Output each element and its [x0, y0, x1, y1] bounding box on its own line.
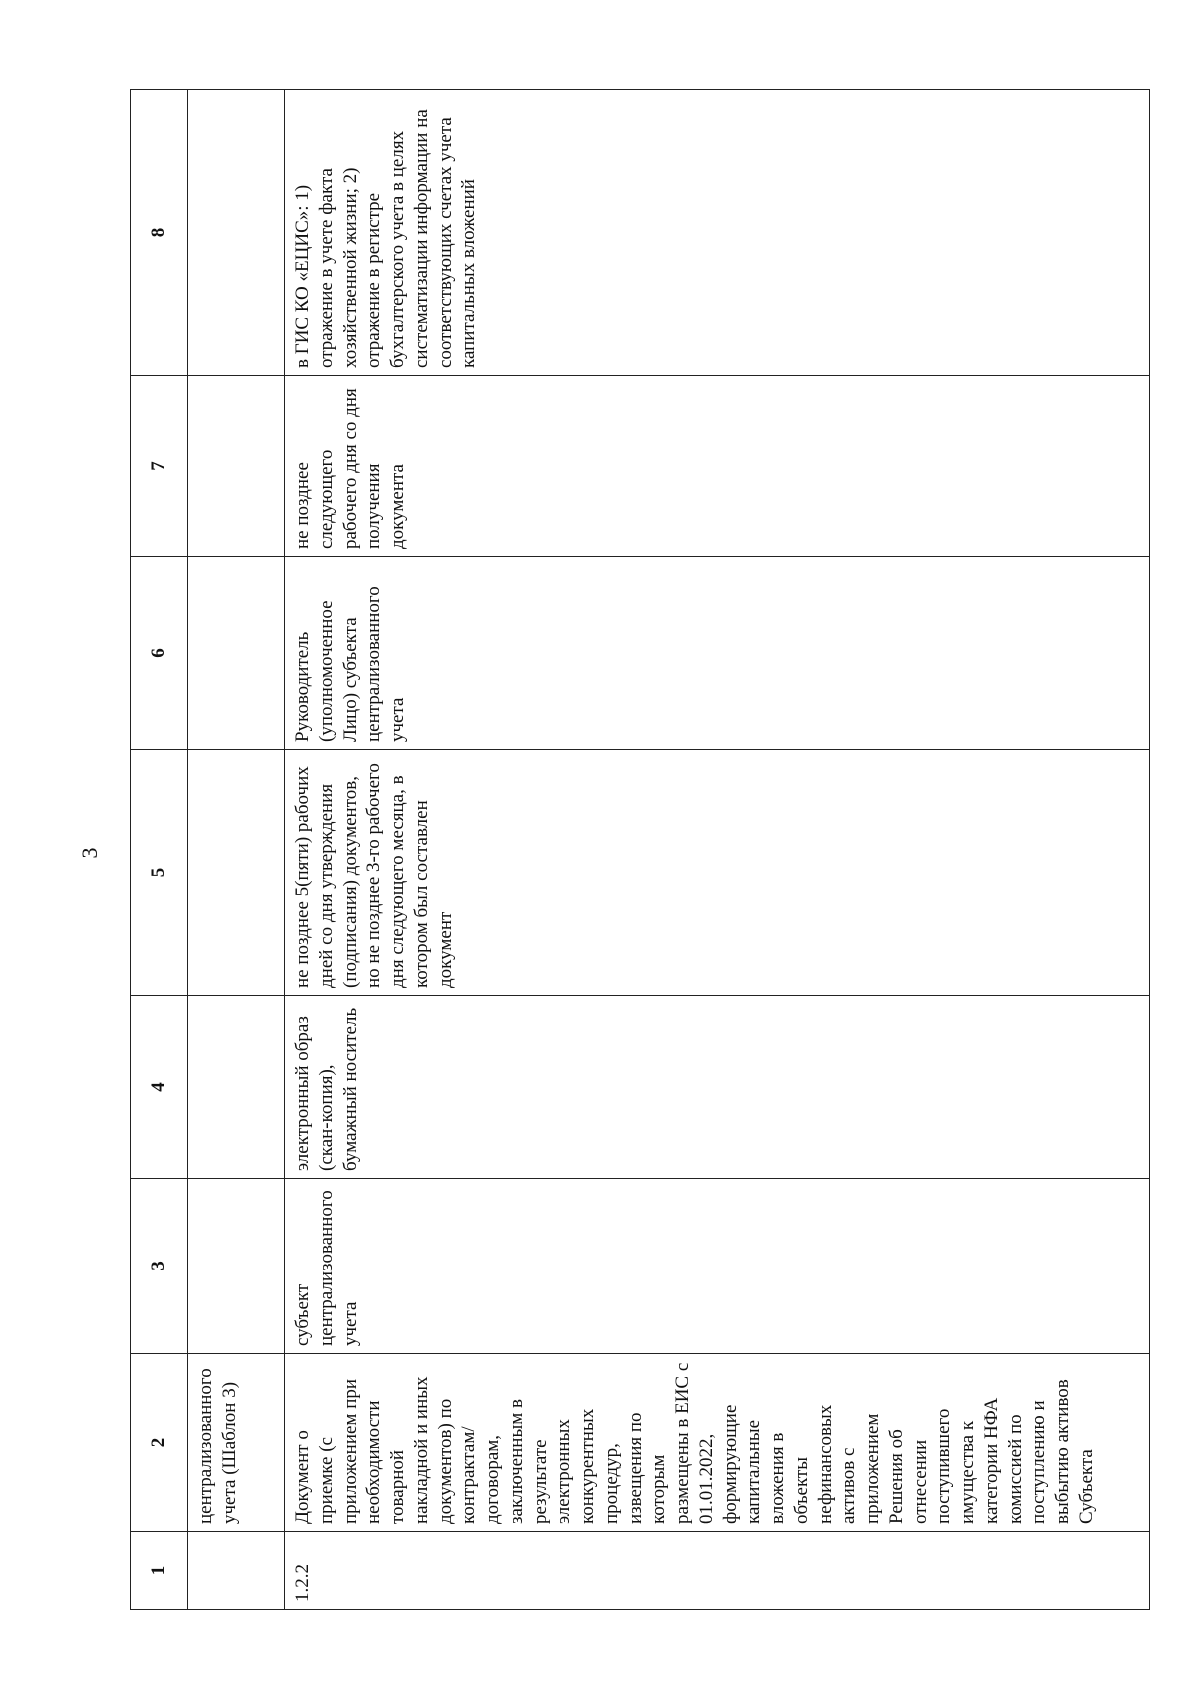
cont-cell-6 — [188, 557, 285, 750]
page-number: 3 — [77, 847, 102, 859]
document-table — [130, 89, 1150, 1610]
col-header-6: 6 — [131, 557, 188, 750]
cont-cell-1 — [188, 1532, 285, 1610]
col-header-4: 4 — [131, 996, 188, 1179]
cont-cell-5 — [188, 750, 285, 996]
column-number-row — [131, 90, 188, 1610]
cont-cell-2: централизованного учета (Шаблон 3) — [188, 1354, 285, 1532]
rotated-table-frame — [130, 90, 1150, 1610]
cont-cell-4 — [188, 996, 285, 1179]
table-row — [285, 90, 1150, 1610]
responsible-person: Руководитель (уполномоченное Лицо) субъекта централизованного учета — [285, 557, 1150, 750]
submission-deadline: не позднее 5(пяти) рабочих дней со дня утверждения (подписания) документов, но не позднее 3-го рабочего дня следующего месяца, в котором был составлен документ — [285, 750, 1150, 996]
col-header-7: 7 — [131, 376, 188, 557]
continuation-row — [188, 90, 285, 1610]
row-number: 1.2.2 — [285, 1532, 1150, 1610]
document-name: Документ о приемке (с приложением при необходимости товарной накладной и иных документов) по контрактам/ договорам, заключенным в результате электронных конкурентных процедур, извещения по которым размещены в ЕИС с 01.01.2022, формирующие капитальные вложения в объекты нефинансовых активов с приложением Решения об отнесении поступившего имущества к категории НФА комиссией по поступлению и выбытию активов Субъекта — [285, 1354, 1150, 1532]
col-header-5: 5 — [131, 750, 188, 996]
col-header-2: 2 — [131, 1354, 188, 1532]
cont-cell-3 — [188, 1179, 285, 1354]
col-header-8: 8 — [131, 90, 188, 376]
document-form: электронный образ (скан-копия), бумажный носитель — [285, 996, 1150, 1179]
cont-cell-8 — [188, 90, 285, 376]
col-header-1: 1 — [131, 1532, 188, 1610]
cont-cell-7 — [188, 376, 285, 557]
processing-result: в ГИС КО «ЕЦИС»: 1) отражение в учете факта хозяйственной жизни; 2) отражение в регистре бухгалтерского учета в целях систематизации информации на соответствующих счетах учета капитальных вложений — [285, 90, 1150, 376]
col-header-3: 3 — [131, 1179, 188, 1354]
document-creator: субъект централизованного учета — [285, 1179, 1150, 1354]
processing-deadline: не позднее следующего рабочего дня со дня получения документа — [285, 376, 1150, 557]
